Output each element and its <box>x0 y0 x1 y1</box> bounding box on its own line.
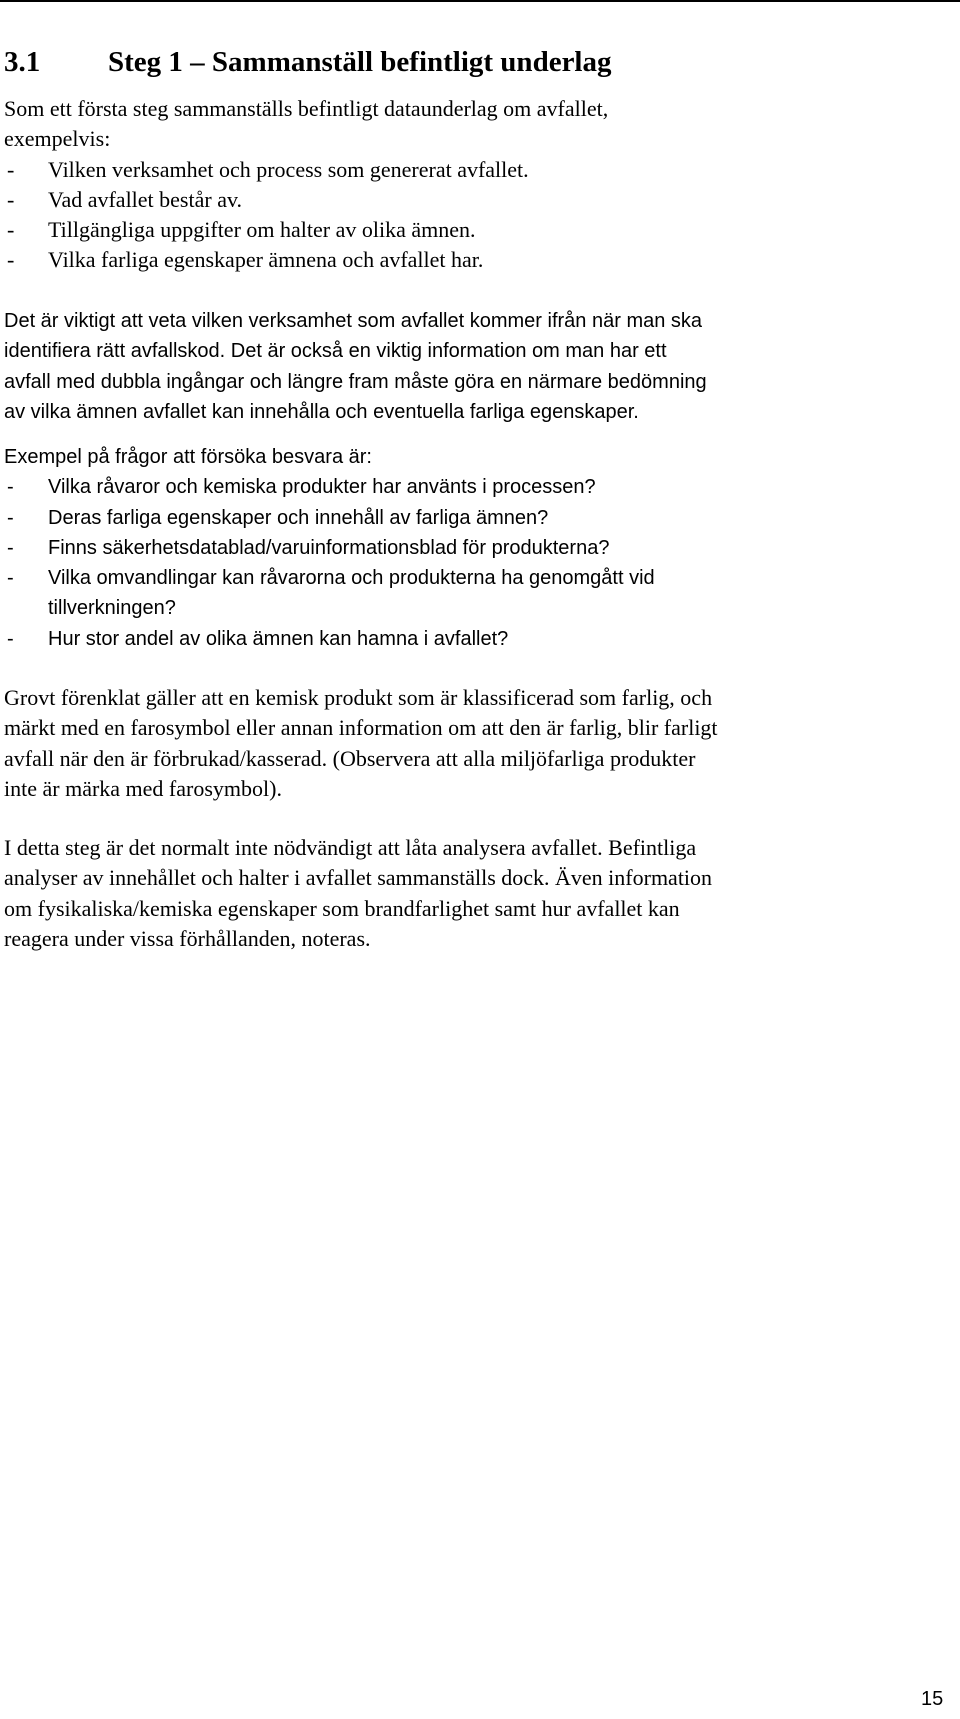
importance-paragraph <box>4 306 707 427</box>
list-item: - Tillgängliga uppgifter om halter av olika ämnen. <box>4 215 608 245</box>
top-rule <box>0 0 960 2</box>
list-item: - Vilka farliga egenskaper ämnena och avfallet har. <box>4 245 608 275</box>
paragraph-line: av vilka ämnen avfallet kan innehålla och eventuella farliga egenskaper. <box>4 400 639 423</box>
section-number: 3.1 <box>4 46 41 78</box>
paragraph-line: Grovt förenklat gäller att en kemisk produkt som är klassificerad som farlig, och <box>4 685 713 710</box>
paragraph-line: reagera under vissa förhållanden, noteras. <box>4 925 371 951</box>
analysis-paragraph <box>4 833 712 954</box>
paragraph-line: I detta steg är det normalt inte nödvändigt att låta analysera avfallet. Befintliga <box>4 835 697 860</box>
list-item: - Deras farliga egenskaper och innehåll av farliga ämnen? <box>4 503 655 533</box>
list-item-text: Vilken verksamhet och process som genererat avfallet. <box>48 156 529 182</box>
paragraph-line: märkt med en farosymbol eller annan information om att den är farlig, blir farligt <box>4 715 718 741</box>
section-heading <box>4 42 612 82</box>
list-item: - Vad avfallet består av. <box>4 185 608 215</box>
list-item: - Vilka omvandlingar kan råvarorna och produkterna ha genomgått vid <box>4 563 655 593</box>
list-item-text: Tillgängliga uppgifter om halter av olika ämnen. <box>48 217 476 243</box>
list-item-text: Hur stor andel av olika ämnen kan hamna i avfallet? <box>48 627 509 650</box>
questions-block <box>4 442 655 654</box>
simplified-paragraph <box>4 683 718 804</box>
section-title: Steg 1 – Sammanställ befintligt underlag <box>108 46 612 78</box>
questions-lead: Exempel på frågor att försöka besvara är: <box>4 446 372 468</box>
page-number: 15 <box>921 1688 944 1710</box>
paragraph-line: inte är märka med farosymbol). <box>4 775 282 801</box>
paragraph-line: avfall när den är förbrukad/kasserad. (Observera att alla miljöfarliga produkter <box>4 745 696 771</box>
list-item: - Vilka råvaror och kemiska produkter har använts i processen? <box>4 472 655 502</box>
intro-line: exempelvis: <box>4 126 111 152</box>
list-item-text: Vad avfallet består av. <box>48 186 243 212</box>
list-item-text: Vilka råvaror och kemiska produkter har använts i processen? <box>48 476 596 499</box>
list-item-text: Vilka farliga egenskaper ämnena och avfallet har. <box>48 247 484 273</box>
list-item: - Hur stor andel av olika ämnen kan hamna i avfallet? <box>4 624 655 654</box>
intro-block <box>4 94 608 276</box>
list-item-text: tillverkningen? <box>48 597 176 620</box>
list-item-text: Finns säkerhetsdatablad/varuinformationsblad för produkterna? <box>48 536 610 559</box>
list-item-text: Vilka omvandlingar kan råvarorna och produkterna ha genomgått vid <box>48 567 655 590</box>
list-item-continuation <box>4 593 655 623</box>
paragraph-line: identifiera rätt avfallskod. Det är också en viktig information om man har ett <box>4 340 667 363</box>
list-item: - Finns säkerhetsdatablad/varuinformationsblad för produkterna? <box>4 533 655 563</box>
paragraph-line: Det är viktigt att veta vilken verksamhet som avfallet kommer ifrån när man ska <box>4 310 703 332</box>
paragraph-line: om fysikaliska/kemiska egenskaper som brandfarlighet samt hur avfallet kan <box>4 895 680 921</box>
intro-line: Som ett första steg sammanställs befintligt dataunderlag om avfallet, <box>4 96 609 121</box>
paragraph-line: avfall med dubbla ingångar och längre fram måste göra en närmare bedömning <box>4 370 707 393</box>
list-item: - Vilken verksamhet och process som genererat avfallet. <box>4 155 608 185</box>
list-item-text: Deras farliga egenskaper och innehåll av farliga ämnen? <box>48 506 549 529</box>
paragraph-line: analyser av innehållet och halter i avfallet sammanställs dock. Även information <box>4 865 713 891</box>
